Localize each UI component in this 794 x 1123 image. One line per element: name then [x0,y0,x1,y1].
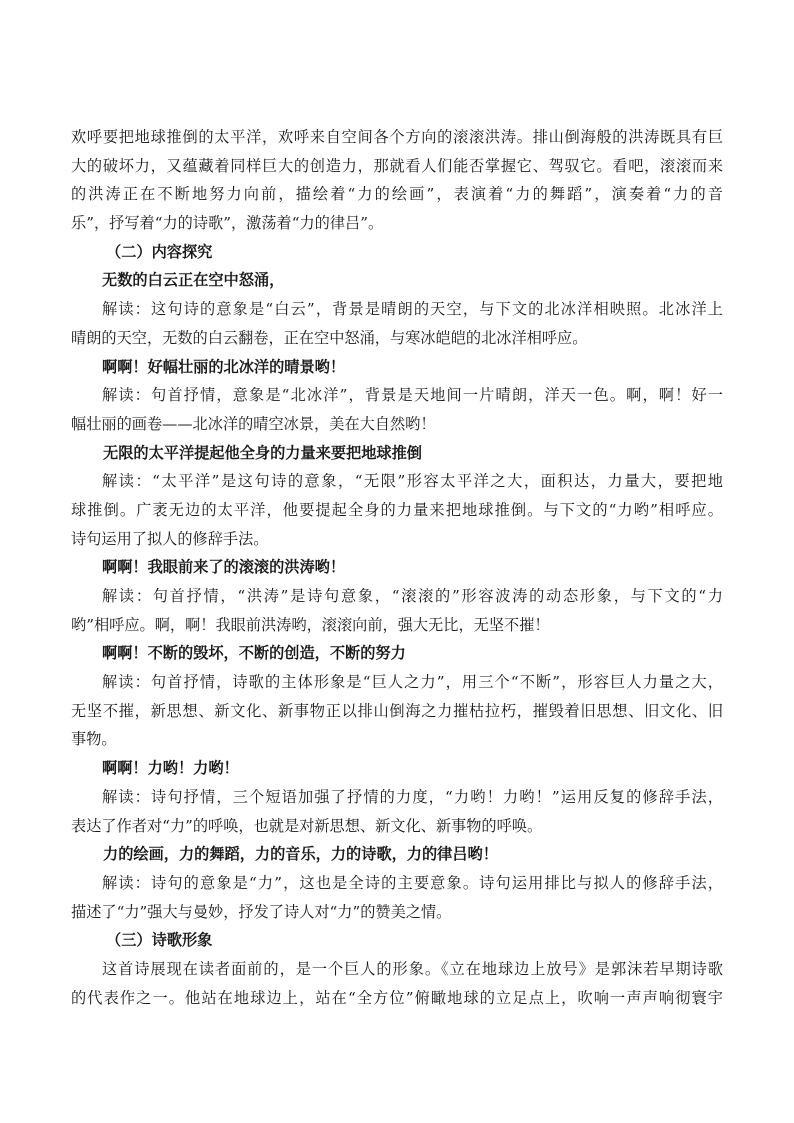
explanation-line: 事物。 [71,730,117,749]
explanation-line: 解读：这句诗的意象是“白云”，背景是晴朗的天空，与下文的北冰洋相映照。北冰洋上 [102,300,723,319]
poem-line: 无数的白云正在空中怒涌， [102,271,285,290]
document-page [71,123,723,1012]
section-heading: （二）内容探究 [106,242,213,261]
text-line: 的洪涛正在不断地努力向前，描绘着“力的绘画”，表演着“力的舞蹈”，演奏着“力的音 [71,185,723,204]
explanation-line: 球推倒。广袤无边的太平洋，他要提起全身的力量来把地球推倒。与下文的“力哟”相呼应。 [71,500,723,519]
poem-line: 啊啊！不断的毁坏，不断的创造，不断的努力 [102,644,406,663]
text-line: 欢呼要把地球推倒的太平洋，欢呼来自空间各个方向的滚滚洪涛。排山倒海般的洪涛既具有巨 [71,128,723,146]
explanation-line: 描述了“力”强大与曼妙，抒发了诗人对“力”的赞美之情。 [71,902,452,921]
text-line: 乐”，抒写着“力的诗歌”，激荡着“力的律吕”。 [71,214,384,233]
poem-line: 无限的太平洋提起他全身的力量来要把地球推倒 [103,443,422,462]
explanation-line: 解读：“太平洋”是这句诗的意象，“无限”形容太平洋之大，面积达，力量大，要把地 [102,472,723,491]
explanation-line: 诗句运用了拟人的修辞手法。 [71,529,269,548]
section-heading: （三）诗歌形象 [106,931,213,950]
text-line: 这首诗展现在读者面前的，是一个巨人的形象。《立在地球边上放号》是郭沫若早期诗歌 [102,959,723,978]
explanation-line: 幅壮丽的画卷——北冰洋的晴空冰景，美在大自然哟！ [71,414,436,433]
explanation-line: 解读：句首抒情，诗歌的主体形象是“巨人之力”，用三个“不断”，形容巨人力量之大， [102,673,723,692]
poem-line: 力的绘画，力的舞蹈，力的音乐，力的诗歌，力的律吕哟！ [103,845,498,864]
text-line: 大的破坏力，又蕴藏着同样巨大的创造力，那就看人们能否掌握它、驾驭它。看吧，滚滚而来 [71,156,723,175]
explanation-line: 表达了作者对“力”的呼唤，也就是对新思想、新文化、新事物的呼唤。 [71,816,543,835]
poem-line: 啊啊！我眼前来了的滚滚的洪涛哟！ [102,558,345,577]
explanation-line: 解读：句首抒情，意象是“北冰洋”，背景是天地间一片晴朗，洋天一色。啊，啊！好一 [102,386,723,405]
explanation-line: 解读：诗句抒情，三个短语加强了抒情的力度，“力哟！力哟！”运用反复的修辞手法， [102,787,723,806]
explanation-line: 晴朗的天空，无数的白云翻卷，正在空中怒涌，与寒冰皑皑的北冰洋相呼应。 [71,328,588,347]
explanation-line: 解读：诗句的意象是“力”，这也是全诗的主要意象。诗句运用排比与拟人的修辞手法， [102,873,723,892]
explanation-line: 解读：句首抒情，“洪涛”是诗句意象，“滚滚的”形容波涛的动态形象，与下文的“力 [102,587,723,605]
poem-line: 啊啊！好幅壮丽的北冰洋的晴景哟！ [102,357,345,376]
poem-line: 啊啊！力哟！力哟！ [102,759,239,778]
text-line: 的代表作之一。他站在地球边上，站在“全方位”俯瞰地球的立足点上，吹响一声声响彻寰宇 [71,988,723,1007]
intro-paragraph [71,123,723,238]
explanation-line: 无坚不摧，新思想、新文化、新事物正以排山倒海之力摧枯拉朽，摧毁着旧思想、旧文化、旧 [71,701,723,720]
explanation-line: 哟”相呼应。啊，啊！我眼前洪涛哟，滚滚向前，强大无比，无坚不摧！ [71,615,550,634]
